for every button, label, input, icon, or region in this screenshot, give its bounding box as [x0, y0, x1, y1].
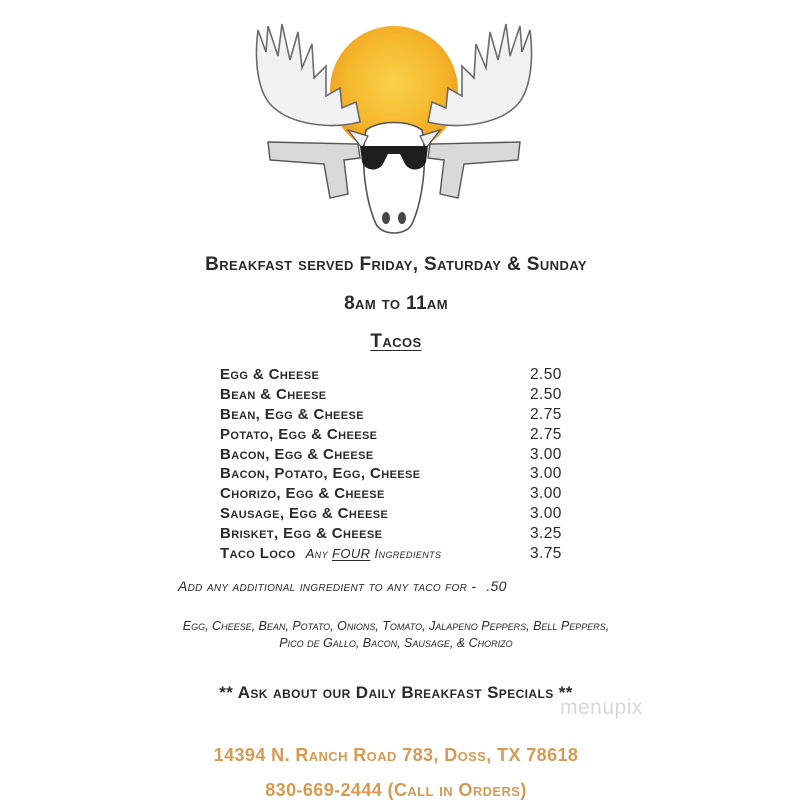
menu-item	[220, 505, 580, 525]
menu-item-note	[306, 546, 442, 561]
menu-item	[220, 366, 580, 386]
addon-line	[178, 578, 507, 594]
menu-item-name: Bean, Egg & Cheese	[220, 405, 365, 423]
menu-item-price: 2.50	[530, 385, 562, 403]
ingredient-list	[0, 618, 792, 652]
specials-note: ** Ask about our Daily Breakfast Specials **	[219, 683, 573, 702]
menu-item-price: 3.00	[530, 505, 562, 523]
menu-item	[220, 406, 580, 426]
addon-text: Add any additional ingredient to any taco for -	[178, 578, 477, 594]
section-title-text: Tacos	[370, 331, 422, 352]
menu-item-price: 2.75	[530, 405, 562, 423]
note-pre: Any	[305, 546, 328, 562]
menu-item	[220, 545, 580, 565]
menu-item-price: 2.50	[530, 366, 562, 383]
menu-item-name-wrap	[220, 545, 441, 562]
breakfast-days: Breakfast served Friday, Saturday & Sunday	[205, 254, 587, 275]
moose-logo-icon	[248, 12, 540, 244]
section-title	[0, 331, 792, 353]
note-emph: FOUR	[331, 546, 371, 562]
note-post: Ingredients	[374, 546, 442, 562]
menu-item-name: Egg & Cheese	[220, 366, 320, 383]
menu-item-name: Taco Loco	[220, 545, 296, 563]
menu-item-price: 3.00	[530, 485, 562, 503]
menu-item	[220, 426, 580, 446]
ingredient-line-2: Pico de Gallo, Bacon, Sausage, & Chorizo	[279, 636, 513, 650]
menu-item	[220, 485, 580, 505]
watermark-text: menupix	[560, 696, 643, 719]
menu-item	[220, 386, 580, 406]
menu-item-name: Bacon, Egg & Cheese	[220, 445, 374, 463]
menu-item	[220, 465, 580, 485]
menu-item-name: Brisket, Egg & Cheese	[220, 525, 383, 543]
address: 14394 N. Ranch Road 783, Doss, TX 78618	[213, 745, 579, 765]
menu-item-price: 3.75	[530, 545, 562, 563]
menu-item-price: 2.75	[530, 425, 562, 443]
breakfast-hours: 8am to 11am	[344, 293, 448, 314]
menu-item-name: Potato, Egg & Cheese	[220, 425, 378, 443]
menu-item	[220, 525, 580, 545]
taco-menu-list	[220, 366, 580, 565]
menu-item-price: 3.25	[530, 525, 562, 543]
menu-item-name: Chorizo, Egg & Cheese	[220, 485, 385, 503]
menu-item-name: Bean & Cheese	[220, 385, 327, 403]
addon-price: .50	[486, 578, 507, 594]
menu-item-name: Bacon, Potato, Egg, Cheese	[220, 465, 421, 483]
menu-item-name: Sausage, Egg & Cheese	[220, 505, 389, 523]
ingredient-line-1: Egg, Cheese, Bean, Potato, Onions, Tomato, Jalapeno Peppers, Bell Peppers,	[182, 619, 610, 633]
menu-item-price: 3.00	[530, 465, 562, 483]
menu-item	[220, 446, 580, 466]
phone-partial: 830-669-2444 (Call in Orders)	[265, 780, 527, 800]
menu-item-price: 3.00	[530, 445, 562, 463]
